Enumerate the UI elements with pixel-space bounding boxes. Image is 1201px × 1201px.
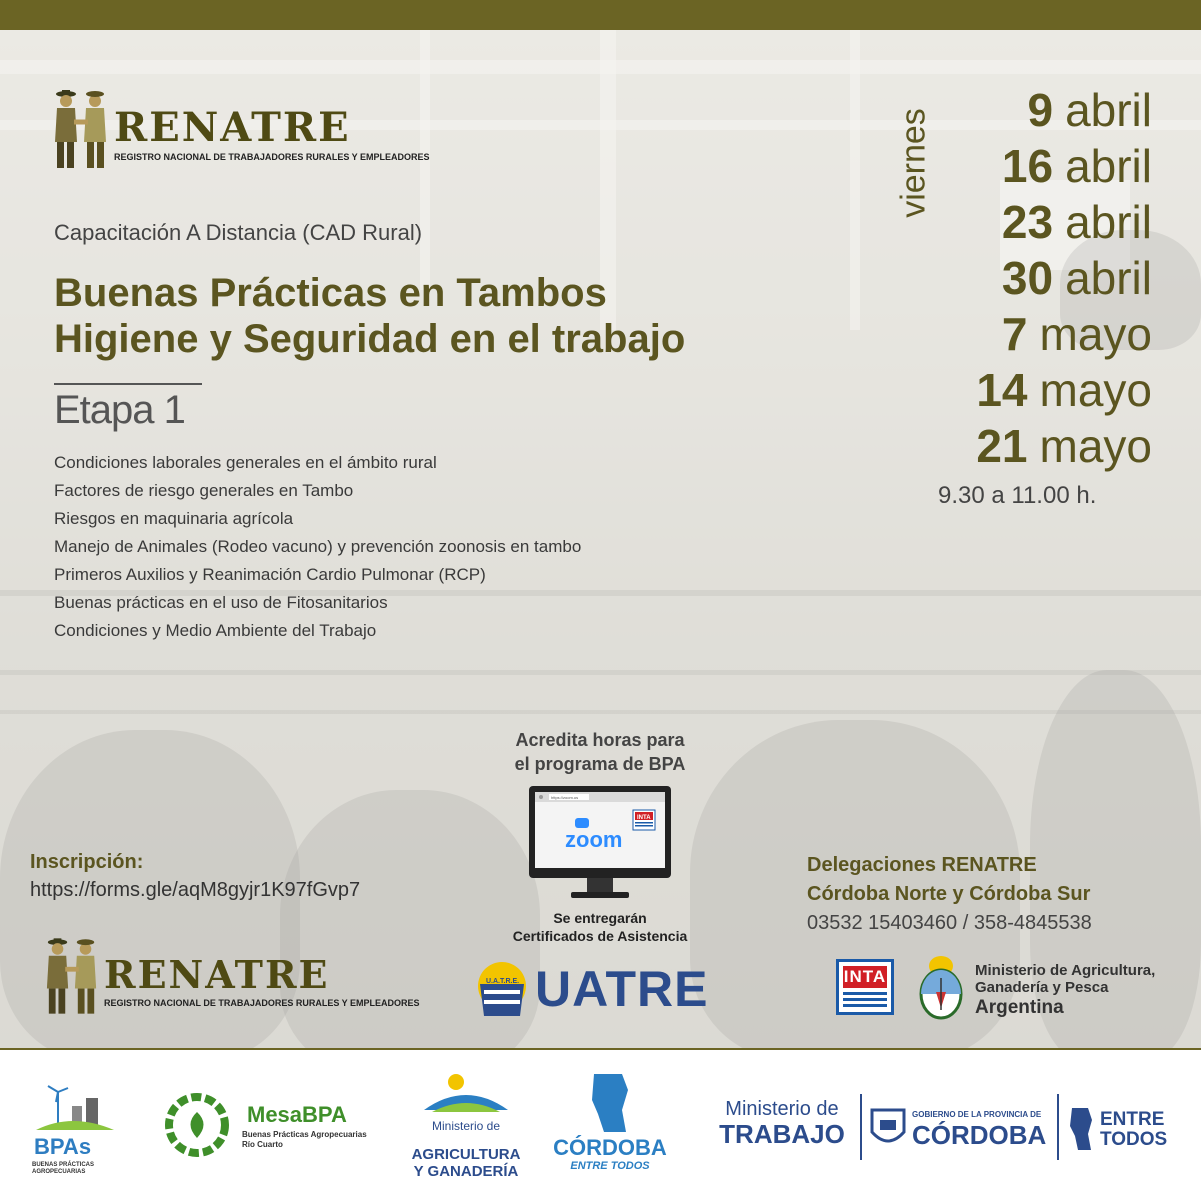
top-bar (0, 0, 1201, 30)
farmers-handshake-icon (52, 88, 110, 170)
cordoba-map-icon (548, 1070, 672, 1136)
schedule-hours: 9.30 a 11.00 h. (938, 482, 1097, 509)
list-item: Condiciones laborales generales en el ámbito rural (54, 453, 437, 472)
svg-text:zoom: zoom (565, 827, 623, 852)
list-item: Condiciones y Medio Ambiente del Trabajo (54, 621, 377, 640)
divider (860, 1094, 862, 1160)
date-row: 16 abril (1001, 140, 1152, 192)
ministerio-agricultura-cordoba-logo: Ministerio de AGRICULTURA Y GANADERÍA (410, 1070, 522, 1182)
ministerio-trabajo-logo: Ministerio de TRABAJO (719, 1098, 845, 1149)
list-item: Riesgos en maquinaria agrícola (54, 509, 294, 528)
date-row: 21 mayo (976, 420, 1152, 472)
bpas-logo: BPAs BUENAS PRÁCTICAS AGROPECUARIAS (32, 1084, 118, 1174)
list-item: Manejo de Animales (Rodeo vacuno) y prevención zoonosis en tambo (54, 537, 582, 556)
zoom-monitor-icon (527, 784, 673, 904)
delegations-info: Delegaciones RENATRE Córdoba Norte y Córdoba Sur 03532 15403460 / 358-4845538 (807, 851, 1092, 938)
course-title-line2: Higiene y Seguridad en el trabajo (54, 317, 686, 361)
weekday-label: viernes (894, 108, 933, 218)
svg-text:U.A.T.R.E.: U.A.T.R.E. (486, 978, 520, 985)
renatre-logo-top (52, 88, 430, 170)
date-row: 23 abril (1001, 196, 1152, 248)
field-landscape-icon (410, 1070, 522, 1120)
date-row: 14 mayo (976, 364, 1152, 416)
renatre-wordmark: RENATRE (114, 104, 351, 151)
uatre-sun-icon (478, 962, 526, 1016)
inscription-label: Inscripción: (30, 851, 144, 873)
stage-label: Etapa 1 (54, 388, 185, 432)
entre-todos-logo: ENTRE TODOS (1066, 1106, 1176, 1156)
renatre-subtitle: REGISTRO NACIONAL DE TRABAJADORES RURALES Y EMPLEADORES (114, 152, 430, 162)
cordoba-entre-todos-logo: CÓRDOBA ENTRE TODOS (548, 1070, 672, 1182)
gobierno-cordoba-logo: GOBIERNO DE LA PROVINCIA DE CÓRDOBA (868, 1106, 1052, 1156)
renatre-wordmark: RENATRE (104, 952, 330, 997)
list-item: Primeros Auxilios y Reanimación Cardio Pulmonar (RCP) (54, 565, 486, 584)
farmers-handshake-icon (44, 936, 100, 1016)
sponsors-footer (0, 1048, 1201, 1201)
svg-text:https://zoom.us: https://zoom.us (551, 795, 579, 800)
course-title-line1: Buenas Prácticas en Tambos (54, 271, 607, 315)
stage-divider (54, 383, 202, 385)
ministry-agriculture-logo: Ministerio de Agricultura, Ganadería y Pesca Argentina (975, 962, 1156, 1018)
wind-turbine-city-icon (32, 1084, 118, 1136)
date-row: 30 abril (1001, 252, 1152, 304)
list-item: Factores de riesgo generales en Tambo (54, 481, 354, 500)
gear-leaf-icon (162, 1090, 232, 1160)
uatre-wordmark: UATRE (535, 961, 709, 1017)
date-row: 9 abril (1027, 84, 1152, 136)
certificates-note: Se entregarán Certificados de Asistencia (512, 910, 688, 944)
mesabpa-logo: MesaBPA Buenas Prácticas Agropecuarias Río Cuarto (162, 1090, 362, 1160)
topics-list (54, 453, 581, 649)
argentina-seal-icon (914, 952, 968, 1024)
list-item: Buenas prácticas en el uso de Fitosanitarios (54, 593, 388, 612)
bpa-note: Acredita horas para el programa de BPA (514, 730, 686, 774)
course-subtitle: Capacitación A Distancia (CAD Rural) (54, 220, 423, 245)
renatre-logo-bottom (44, 936, 420, 1016)
phone-numbers: 03532 15403460 / 358-4845538 (807, 912, 1092, 934)
svg-text:INTA: INTA (637, 815, 651, 821)
course-title (54, 270, 685, 362)
inscription-link[interactable]: https://forms.gle/aqM8gyjr1K97fGvp7 (30, 879, 361, 901)
date-row: 7 mayo (1001, 308, 1152, 360)
divider (1057, 1094, 1059, 1160)
provincial-shield-icon (868, 1106, 908, 1152)
cordoba-map-icon (1066, 1106, 1096, 1152)
renatre-subtitle: REGISTRO NACIONAL DE TRABAJADORES RURALES Y EMPLEADORES (104, 998, 420, 1008)
inta-logo: INTA (836, 959, 894, 1015)
